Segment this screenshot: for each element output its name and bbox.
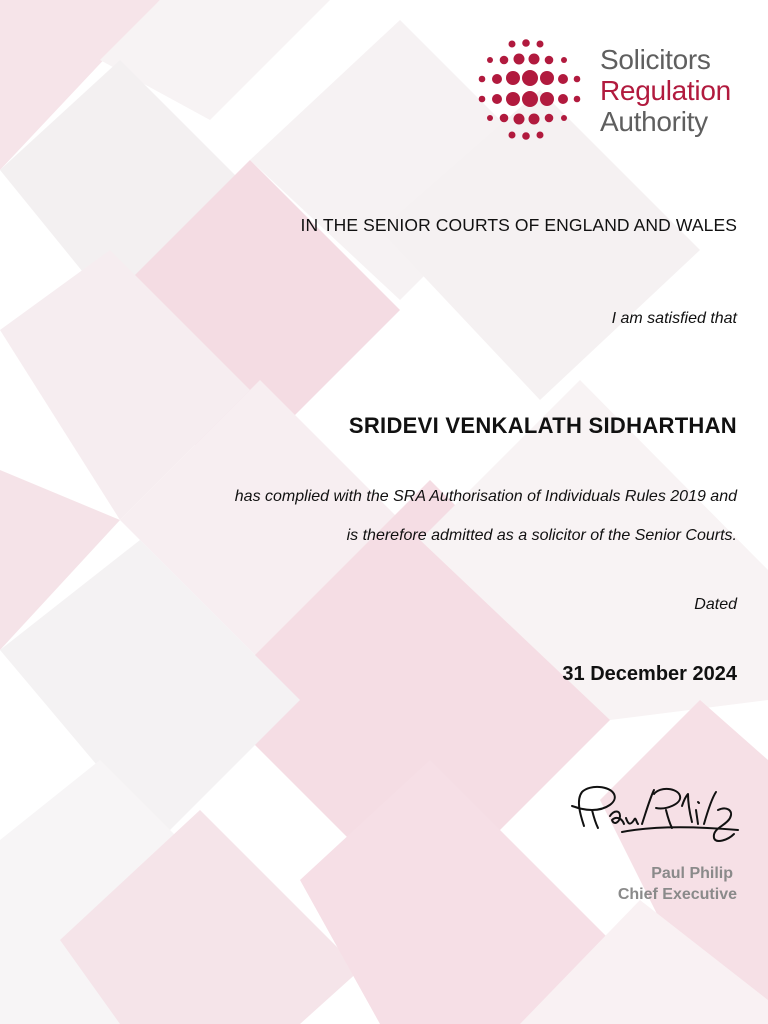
logo-line-solicitors: Solicitors (600, 44, 711, 75)
signatory-name: Paul Philip (651, 865, 733, 882)
dated-label: Dated (694, 596, 737, 613)
admission-date: 31 December 2024 (562, 663, 737, 685)
satisfied-statement: I am satisfied that (611, 310, 737, 327)
court-heading: IN THE SENIOR COURTS OF ENGLAND AND WALES (300, 215, 737, 235)
compliance-statement: has complied with the SRA Authorisation of Individuals Rules 2019 and (234, 488, 737, 505)
logo-line-authority: Authority (600, 106, 708, 137)
solicitor-name: SRIDEVI VENKALATH SIDHARTHAN (348, 413, 737, 438)
dot-grid-logo-icon (474, 38, 586, 144)
logo-wordmark (600, 44, 731, 137)
signatory-title: Chief Executive (617, 886, 737, 903)
admission-statement: is therefore admitted as a solicitor of the Senior Courts. (346, 527, 737, 544)
sra-logo (474, 38, 744, 148)
logo-line-regulation: Regulation (600, 75, 731, 106)
handwritten-signature (562, 780, 742, 850)
